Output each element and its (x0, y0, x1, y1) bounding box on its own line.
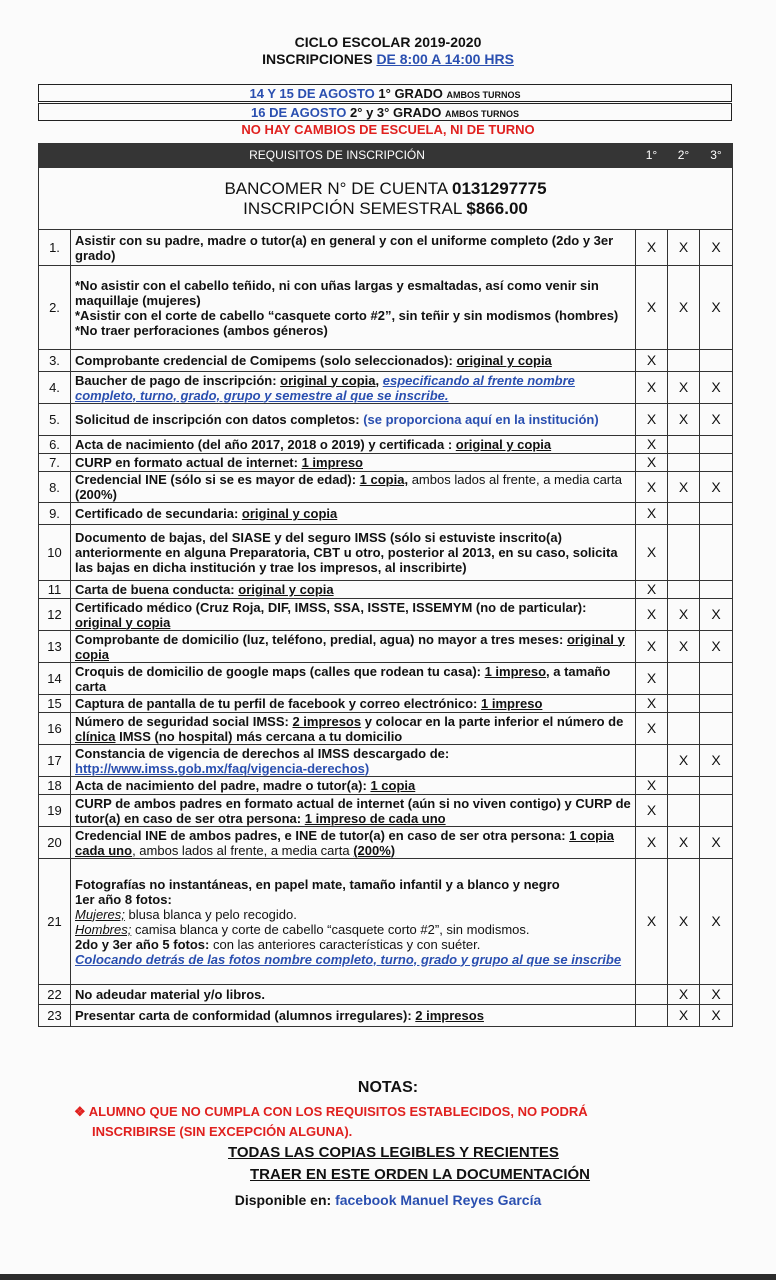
grade-3-mark (700, 503, 733, 525)
bank-account-number: 0131297775 (451, 178, 547, 198)
fee-label: INSCRIPCIÓN SEMESTRAL (243, 198, 462, 218)
requirement-text-segment: original y copia (455, 437, 552, 452)
requirement-text-segment: (200%) (75, 487, 117, 502)
grade-2-mark (668, 663, 700, 695)
requirement-text (71, 663, 636, 695)
grade-3-mark: X (700, 1005, 733, 1027)
requirement-text-segment: original y copia (280, 372, 376, 388)
requirement-number: 14 (39, 663, 71, 695)
grade-2-mark: X (668, 266, 700, 350)
requirement-text-segment: con las anteriores características y con suéter. (212, 936, 481, 952)
grade-2-mark: X (668, 985, 700, 1005)
requirement-number: 13 (39, 631, 71, 663)
requirement-text-segment: Certificado de secundaria: (75, 506, 242, 521)
requirement-text (71, 859, 636, 985)
requirement-text-segment: Comprobante credencial de Comipems (solo seleccionados): (75, 353, 457, 368)
requirement-text-segment: Acta de nacimiento del padre, madre o tutor(a): (75, 778, 371, 793)
requirement-text (71, 985, 636, 1005)
requirement-row (39, 599, 733, 631)
requirement-text-segment: 1 copia cada uno (75, 827, 614, 858)
requirement-text-segment: Fotografías no instantáneas, en papel mate, tamaño infantil y a blanco y negro (75, 876, 560, 892)
grade-2-mark: X (668, 631, 700, 663)
date-first-grade (38, 84, 732, 102)
requirement-row (39, 503, 733, 525)
requirement-row (39, 1005, 733, 1027)
grade-3-mark: X (700, 266, 733, 350)
grade-1-mark: X (636, 695, 668, 713)
requirement-text-segment: (se proporciona aquí en la institución) (363, 412, 599, 427)
grade-3-mark (700, 777, 733, 795)
requirements-body (39, 230, 733, 1027)
requirement-text-segment: http://www.imss.gob.mx/faq/vigencia-derechos) (75, 760, 370, 776)
grade-3-mark (700, 713, 733, 745)
enrollment-hours-value: DE 8:00 A 14:00 HRS (376, 51, 514, 67)
grade-3-mark (700, 663, 733, 695)
grade-1-mark: X (636, 503, 668, 525)
requirement-row (39, 745, 733, 777)
requirement-number: 7. (39, 454, 71, 472)
requirement-number: 18 (39, 777, 71, 795)
requirement-text-segment: No adeudar material y/o libros. (75, 987, 265, 1002)
requirement-row (39, 859, 733, 985)
requirement-text-segment: 2 impresos (292, 713, 362, 729)
date-first-grade-shift: AMBOS TURNOS (446, 90, 521, 100)
notes-warning (74, 1102, 714, 1142)
requirement-text-segment: camisa blanca y corte de cabello “casquete corto #2”, sin modismos. (131, 921, 530, 937)
requirement-text (71, 713, 636, 745)
notes-document-order: TRAER EN ESTE ORDEN LA DOCUMENTACIÓN (250, 1166, 591, 1183)
requirement-text-segment: Hombres; (75, 921, 132, 937)
grade-3-mark: X (700, 472, 733, 503)
grade-2-header: 2° (668, 144, 700, 168)
requirement-text-segment: 2do y 3er año 5 fotos: (75, 936, 213, 952)
notes-legible-copies: TODAS LAS COPIAS LEGIBLES Y RECIENTES (228, 1144, 559, 1161)
grade-2-mark (668, 350, 700, 372)
requirement-number: 22 (39, 985, 71, 1005)
requirement-row (39, 372, 733, 404)
requirement-text-segment: , ambos lados al frente, a media carta (132, 842, 354, 858)
requirement-text-segment: especificando al frente nombre completo, turno, grado, grupo y semestre al que se inscribe. (75, 372, 575, 403)
requirement-text-segment: Presentar carta de conformidad (alumnos irregulares): (75, 1008, 416, 1023)
requirement-text-segment: IMSS (no hospital) más cercana a tu domicilio (115, 728, 403, 744)
grade-3-mark (700, 525, 733, 581)
requirement-row (39, 827, 733, 859)
grade-1-mark: X (636, 350, 668, 372)
requirement-number: 15 (39, 695, 71, 713)
requirement-number: 19 (39, 795, 71, 827)
requirement-text (71, 795, 636, 827)
requirement-text-segment: Baucher de pago de inscripción: (75, 372, 281, 388)
requirement-text-segment: *No traer perforaciones (ambos géneros) (75, 322, 328, 338)
facebook-link[interactable]: facebook Manuel Reyes García (335, 1192, 542, 1208)
requirement-row (39, 631, 733, 663)
requirement-row (39, 663, 733, 695)
grade-1-mark: X (636, 472, 668, 503)
requirement-row (39, 777, 733, 795)
enrollment-label: INSCRIPCIONES (262, 51, 373, 67)
grade-3-mark: X (700, 372, 733, 404)
requirement-text-segment: Constancia de vigencia de derechos al IMSS descargado de: (75, 745, 450, 761)
requirement-text-segment: , (375, 372, 383, 388)
requirement-row (39, 350, 733, 372)
grade-3-mark: X (700, 230, 733, 266)
requirement-text (71, 350, 636, 372)
grade-3-mark: X (700, 985, 733, 1005)
requirement-number: 1. (39, 230, 71, 266)
requirement-text-segment: original y copia (75, 631, 625, 662)
requirement-text-segment: Captura de pantalla de tu perfil de facebook y correo electrónico: (75, 696, 481, 711)
grade-2-mark: X (668, 599, 700, 631)
requirement-text-segment: clínica (75, 728, 116, 744)
requirement-text-segment: 1 impreso de cada uno (304, 810, 446, 826)
grade-1-mark: X (636, 230, 668, 266)
requirement-number: 23 (39, 1005, 71, 1027)
requirement-text (71, 827, 636, 859)
grade-2-mark (668, 436, 700, 454)
warning-line-1: ALUMNO QUE NO CUMPLA CON LOS REQUISITOS ESTABLECIDOS, NO PODRÁ (88, 1104, 588, 1119)
requirements-header-label: REQUISITOS DE INSCRIPCIÓN (39, 144, 636, 168)
grade-2-mark (668, 695, 700, 713)
requirement-text-segment: Comprobante de domicilio (luz, teléfono, predial, agua) no mayor a tres meses: (75, 631, 567, 647)
requirement-text-segment: 1 impreso (484, 663, 547, 679)
grade-3-mark: X (700, 827, 733, 859)
grade-1-mark (636, 745, 668, 777)
requirement-text (71, 372, 636, 404)
requirement-text (71, 1005, 636, 1027)
grade-1-mark: X (636, 266, 668, 350)
requirements-table (38, 143, 733, 1027)
requirement-text (71, 503, 636, 525)
requirement-text-segment: 1 copia, (359, 472, 409, 487)
requirement-text-segment: Acta de nacimiento (del año 2017, 2018 o 2019) y certificada : (75, 437, 456, 452)
requirement-text-segment: original y copia (75, 614, 171, 630)
requirement-text-segment: *No asistir con el cabello teñido, ni con uñas largas y esmaltadas, así como venir sin maquillaje (mujeres) (75, 277, 599, 308)
requirement-row (39, 266, 733, 350)
requirement-row (39, 525, 733, 581)
requirement-text-segment: original y copia (241, 506, 338, 521)
requirement-text-segment: CURP de ambos padres en formato actual de internet (aún si no viven contigo) y CURP de tutor(a) en caso de ser otra persona: (75, 795, 631, 826)
grade-2-mark (668, 503, 700, 525)
requirement-number: 21 (39, 859, 71, 985)
requirement-text-segment: Asistir con su padre, madre o tutor(a) en general y con el uniforme completo (2do y 3er grado) (75, 232, 614, 263)
scan-edge-bar (0, 1274, 776, 1280)
date-second-grade-shift: AMBOS TURNOS (444, 109, 519, 119)
requirement-text-segment: , a tamaño carta (75, 663, 611, 694)
requirement-text (71, 525, 636, 581)
requirement-text (71, 404, 636, 436)
requirement-text (71, 436, 636, 454)
requirement-row (39, 695, 733, 713)
requirement-text (71, 581, 636, 599)
requirement-text-segment: 1er año 8 fotos: (75, 891, 172, 907)
requirement-number: 12 (39, 599, 71, 631)
fee-amount: $866.00 (466, 198, 528, 218)
requirement-row (39, 404, 733, 436)
requirement-row (39, 795, 733, 827)
requirement-text-segment: (200%) (353, 842, 396, 858)
requirement-text-segment: Documento de bajas, del SIASE y del seguro IMSS (sólo si estuviste inscrito(a) anteriormente en alguna Preparatoria, CBT u otro, posterior al 2013, en su caso, solicita las bajas en dicha institución y trae los impresos, al inscribirte) (75, 530, 618, 575)
grade-2-mark (668, 454, 700, 472)
grade-1-mark: X (636, 372, 668, 404)
requirement-text-segment: *Asistir con el corte de cabello “casquete corto #2”, sin teñir y sin modismos (hombres) (75, 307, 619, 323)
grade-2-mark: X (668, 1005, 700, 1027)
grade-2-mark: X (668, 859, 700, 985)
grade-2-mark (668, 581, 700, 599)
grade-1-mark: X (636, 599, 668, 631)
grade-2-mark: X (668, 372, 700, 404)
requirement-row (39, 985, 733, 1005)
requirement-text (71, 230, 636, 266)
grade-3-mark (700, 695, 733, 713)
requirements-header-row (39, 144, 733, 168)
notes-title: NOTAS: (357, 1079, 419, 1096)
grade-3-mark: X (700, 599, 733, 631)
grade-2-mark (668, 777, 700, 795)
availability-label: Disponible en: (234, 1192, 332, 1208)
grade-1-mark (636, 1005, 668, 1027)
notes-availability (0, 1192, 776, 1208)
grade-3-mark (700, 581, 733, 599)
grade-2-mark (668, 525, 700, 581)
requirement-row (39, 230, 733, 266)
requirement-text-segment: blusa blanca y pelo recogido. (124, 906, 297, 922)
requirement-row (39, 581, 733, 599)
grade-1-mark: X (636, 777, 668, 795)
grade-3-mark (700, 350, 733, 372)
no-change-notice: NO HAY CAMBIOS DE ESCUELA, NI DE TURNO (241, 122, 535, 137)
requirement-text-segment: ambos lados al frente, a media carta (408, 472, 622, 487)
requirement-text (71, 599, 636, 631)
grade-2-mark: X (668, 745, 700, 777)
grade-2-mark (668, 713, 700, 745)
requirement-number: 9. (39, 503, 71, 525)
requirement-number: 5. (39, 404, 71, 436)
requirement-text (71, 631, 636, 663)
grade-1-mark: X (636, 631, 668, 663)
diamond-bullet-icon: ❖ (74, 1104, 86, 1119)
bank-info-cell (39, 168, 733, 230)
requirement-text-segment: y colocar en la parte inferior el número de (361, 713, 624, 729)
grade-1-mark: X (636, 581, 668, 599)
grade-1-mark: X (636, 827, 668, 859)
grade-3-header: 3° (700, 144, 733, 168)
requirement-text-segment: original y copia (238, 582, 334, 597)
requirement-number: 6. (39, 436, 71, 454)
bank-info-row (39, 168, 733, 230)
requirement-text (71, 454, 636, 472)
requirement-text-segment: Credencial INE de ambos padres, e INE de tutor(a) en caso de ser otra persona: (75, 827, 570, 843)
requirement-text-segment: Solicitud de inscripción con datos completos: (75, 412, 364, 427)
grade-1-header: 1° (636, 144, 668, 168)
requirement-text-segment: Carta de buena conducta: (75, 582, 239, 597)
school-cycle-title: CICLO ESCOLAR 2019-2020 (294, 34, 482, 50)
requirement-number: 17 (39, 745, 71, 777)
requirement-text-segment: Colocando detrás de las fotos nombre completo, turno, grado y grupo al que se inscribe (75, 951, 622, 967)
requirement-number: 8. (39, 472, 71, 503)
requirement-text (71, 777, 636, 795)
date-first-grade-date: 14 Y 15 DE AGOSTO (249, 86, 375, 101)
requirement-text-segment: Número de seguridad social IMSS: (75, 713, 293, 729)
grade-3-mark: X (700, 631, 733, 663)
date-second-third-grade (38, 103, 732, 121)
grade-3-mark (700, 454, 733, 472)
requirement-number: 3. (39, 350, 71, 372)
requirement-text-segment: Mujeres; (75, 906, 125, 922)
grade-1-mark: X (636, 436, 668, 454)
requirement-row (39, 436, 733, 454)
requirement-number: 4. (39, 372, 71, 404)
requirement-text-segment: Credencial INE (sólo si se es mayor de edad): (75, 472, 360, 487)
grade-1-mark: X (636, 713, 668, 745)
requirement-text-segment: original y copia (456, 353, 552, 368)
grade-2-mark (668, 795, 700, 827)
requirement-row (39, 472, 733, 503)
grade-2-mark: X (668, 230, 700, 266)
date-first-grade-grade: 1° GRADO (378, 86, 443, 101)
requirement-text-segment: 1 impreso (480, 696, 543, 711)
grade-3-mark: X (700, 745, 733, 777)
requirement-text-segment: Croquis de domicilio de google maps (calles que rodean tu casa): (75, 663, 485, 679)
grade-3-mark (700, 436, 733, 454)
requirement-row (39, 713, 733, 745)
requirement-number: 10 (39, 525, 71, 581)
grade-3-mark (700, 795, 733, 827)
grade-3-mark: X (700, 859, 733, 985)
grade-1-mark: X (636, 454, 668, 472)
requirement-text-segment: CURP en formato actual de internet: (75, 455, 302, 470)
grade-1-mark: X (636, 795, 668, 827)
grade-1-mark: X (636, 525, 668, 581)
requirement-number: 11 (39, 581, 71, 599)
requirement-number: 20 (39, 827, 71, 859)
grade-2-mark: X (668, 404, 700, 436)
date-second-grade-date: 16 DE AGOSTO (251, 105, 347, 120)
requirement-text (71, 472, 636, 503)
requirement-text (71, 266, 636, 350)
requirement-number: 16 (39, 713, 71, 745)
grade-2-mark: X (668, 827, 700, 859)
requirement-text (71, 695, 636, 713)
warning-line-2: INSCRIBIRSE (SIN EXCEPCIÓN ALGUNA). (92, 1124, 353, 1139)
date-second-grade-grade: 2° y 3° GRADO (350, 105, 442, 120)
requirement-text-segment: 1 copia (370, 778, 416, 793)
bank-line-label: BANCOMER N° DE CUENTA (224, 178, 448, 198)
requirement-text-segment: Certificado médico (Cruz Roja, DIF, IMSS, SSA, ISSTE, ISSEMYM (no de particular): (75, 599, 587, 615)
requirement-row (39, 454, 733, 472)
requirement-text-segment: 2 impresos (415, 1008, 484, 1023)
grade-1-mark: X (636, 404, 668, 436)
grade-1-mark (636, 985, 668, 1005)
requirement-text (71, 745, 636, 777)
grade-2-mark: X (668, 472, 700, 503)
grade-3-mark: X (700, 404, 733, 436)
grade-1-mark: X (636, 859, 668, 985)
requirement-number: 2. (39, 266, 71, 350)
enrollment-hours (0, 51, 776, 67)
grade-1-mark: X (636, 663, 668, 695)
requirement-text-segment: 1 impreso (301, 455, 363, 470)
